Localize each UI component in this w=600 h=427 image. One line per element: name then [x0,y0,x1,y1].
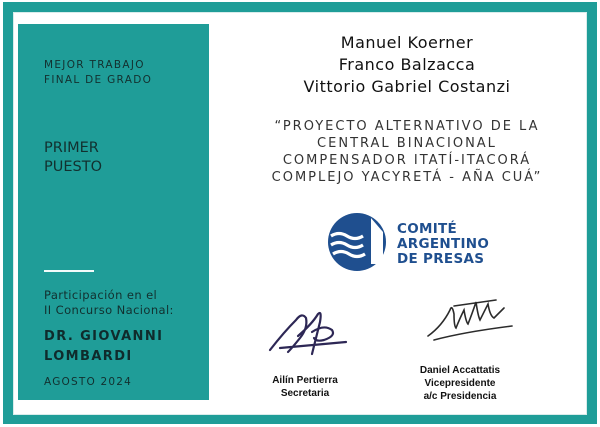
recipient-name: Vittorio Gabriel Costanzi [303,77,511,96]
award-category-line1: MEJOR TRABAJO [44,59,145,71]
participation-line2: II Concurso Nacional: [44,303,174,317]
recipient-name: Manuel Koerner [340,33,474,52]
signer-role-detail: a/c Presidencia [423,391,497,402]
award-side-panel [18,24,209,400]
award-category-line2: FINAL DE GRADO [44,74,153,86]
org-name-line2: ARGENTINO [397,236,490,252]
recipient-name: Franco Balzacca [338,55,476,74]
award-date: AGOSTO 2024 [44,376,133,388]
award-place-line2: PUESTO [44,159,102,175]
dam-water-icon [327,212,387,272]
project-title-line3: COMPENSADOR ITATÍ-ITACORÁ [282,153,532,168]
signer-role: Vicepresidente [424,378,496,389]
advisor-name-line2: LOMBARDI [44,349,133,364]
advisor-name-line1: DR. GIOVANNI [44,329,164,344]
award-place-line1: PRIMER [44,140,99,156]
signer-name: Daniel Accattatis [419,365,501,376]
org-name-line1: COMITÉ [397,221,458,237]
project-title-line2: CENTRAL BINACIONAL [317,136,497,151]
project-title-line4: COMPLEJO YACYRETÁ - AÑA CUÁ” [271,170,543,185]
signature-secretaria [262,302,352,360]
signer-name: Ailín Pertierra [272,375,338,386]
org-name-line3: DE PRESAS [397,251,485,267]
project-title-line1: “PROYECTO ALTERNATIVO DE LA [274,119,540,134]
signature-vicepresidente [424,296,520,348]
signer-role: Secretaria [280,388,330,399]
panel-divider [44,270,94,272]
participation-line1: Participación en el [44,288,158,302]
